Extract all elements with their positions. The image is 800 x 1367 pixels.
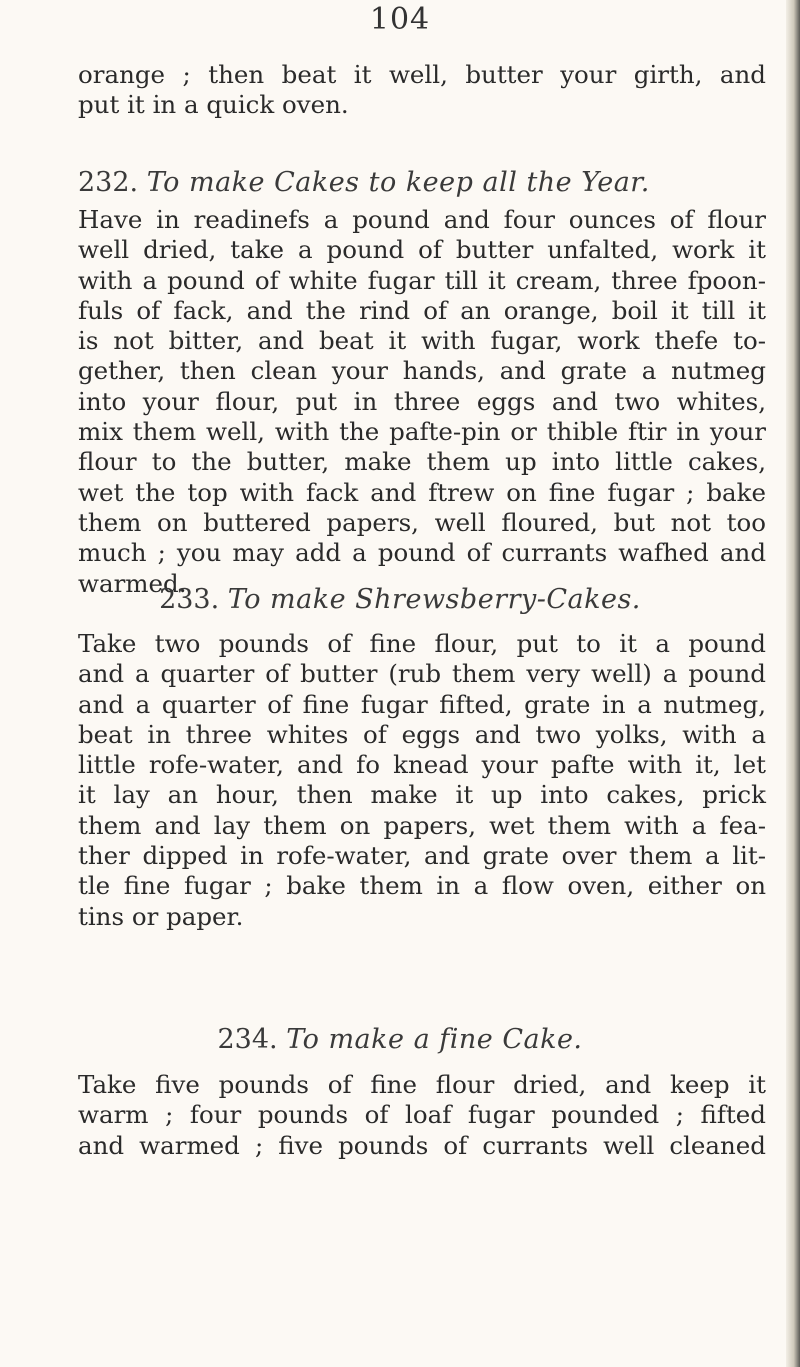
recipe-line: mix them well, with the pafte-pin or thible ftir in your — [78, 417, 766, 447]
recipe-title: To make Shrewsberry-Cakes. — [227, 584, 641, 615]
page-edge-shadow — [786, 0, 800, 1367]
recipe-line: is not bitter, and beat it with fugar, work thefe to- — [78, 326, 766, 356]
page-number: 104 — [369, 2, 431, 37]
recipe-line: wet the top with fack and ftrew on fine fugar ; bake — [78, 477, 766, 507]
recipe-line: them on buttered papers, well floured, but not too — [78, 507, 766, 537]
recipe-line: little rofe-water, and fo knead your pafte with it, let — [78, 750, 766, 780]
recipe-line: with a pound of white fugar till it cream, three fpoon- — [78, 265, 766, 295]
recipe-line: beat in three whites of eggs and two yolks, with a — [78, 719, 766, 749]
recipe-body — [78, 205, 766, 599]
recipe-line: Take five pounds of fine flour dried, and keep it — [78, 1070, 766, 1099]
recipe-heading — [0, 1024, 800, 1055]
recipe-line: Take two pounds of fine flour, put to it a pound — [78, 629, 766, 658]
recipe-line: well dried, take a pound of butter unfalted, work it — [78, 235, 766, 265]
recipe-line: into your flour, put in three eggs and two whites, — [78, 386, 766, 416]
recipe-line: and a quarter of fine fugar fifted, grate in a nutmeg, — [78, 689, 766, 719]
recipe-line: tins or paper. — [78, 901, 244, 931]
recipe-body — [78, 1070, 766, 1161]
recipe-heading — [0, 584, 800, 615]
intro-line: orange ; then beat it well, butter your girth, and — [78, 60, 766, 89]
recipe-heading — [78, 167, 650, 198]
recipe-body — [78, 629, 766, 932]
recipe-line: warmed. — [78, 568, 187, 598]
recipe-line: flour to the butter, make them up into little cakes, — [78, 447, 766, 477]
recipe-title: To make Cakes to keep all the Year. — [146, 167, 650, 198]
recipe-line: ther dipped in rofe-water, and grate over them a lit- — [78, 841, 766, 871]
recipe-line: Have in readinefs a pound and four ounces of flour — [78, 205, 766, 234]
recipe-number: 234. — [217, 1024, 278, 1055]
recipe-line: tle fine fugar ; bake them in a flow oven, either on — [78, 871, 766, 901]
recipe-line: much ; you may add a pound of currants wafhed and — [78, 538, 766, 568]
recipe-line: warm ; four pounds of loaf fugar pounded ; fifted — [78, 1100, 766, 1130]
recipe-line: and a quarter of butter (rub them very well) a pound — [78, 659, 766, 689]
intro-paragraph — [78, 60, 766, 121]
recipe-line: gether, then clean your hands, and grate a nutmeg — [78, 356, 766, 386]
recipe-line: and warmed ; five pounds of currants well cleaned — [78, 1130, 766, 1160]
recipe-line: it lay an hour, then make it up into cakes, prick — [78, 780, 766, 810]
intro-line: put it in a quick oven. — [78, 90, 349, 120]
recipe-line: them and lay them on papers, wet them with a fea- — [78, 810, 766, 840]
recipe-line: fuls of fack, and the rind of an orange, boil it till it — [78, 295, 766, 325]
recipe-number: 232. — [78, 167, 139, 198]
recipe-number: 233. — [159, 584, 220, 615]
recipe-title: To make a fine Cake. — [286, 1024, 583, 1055]
